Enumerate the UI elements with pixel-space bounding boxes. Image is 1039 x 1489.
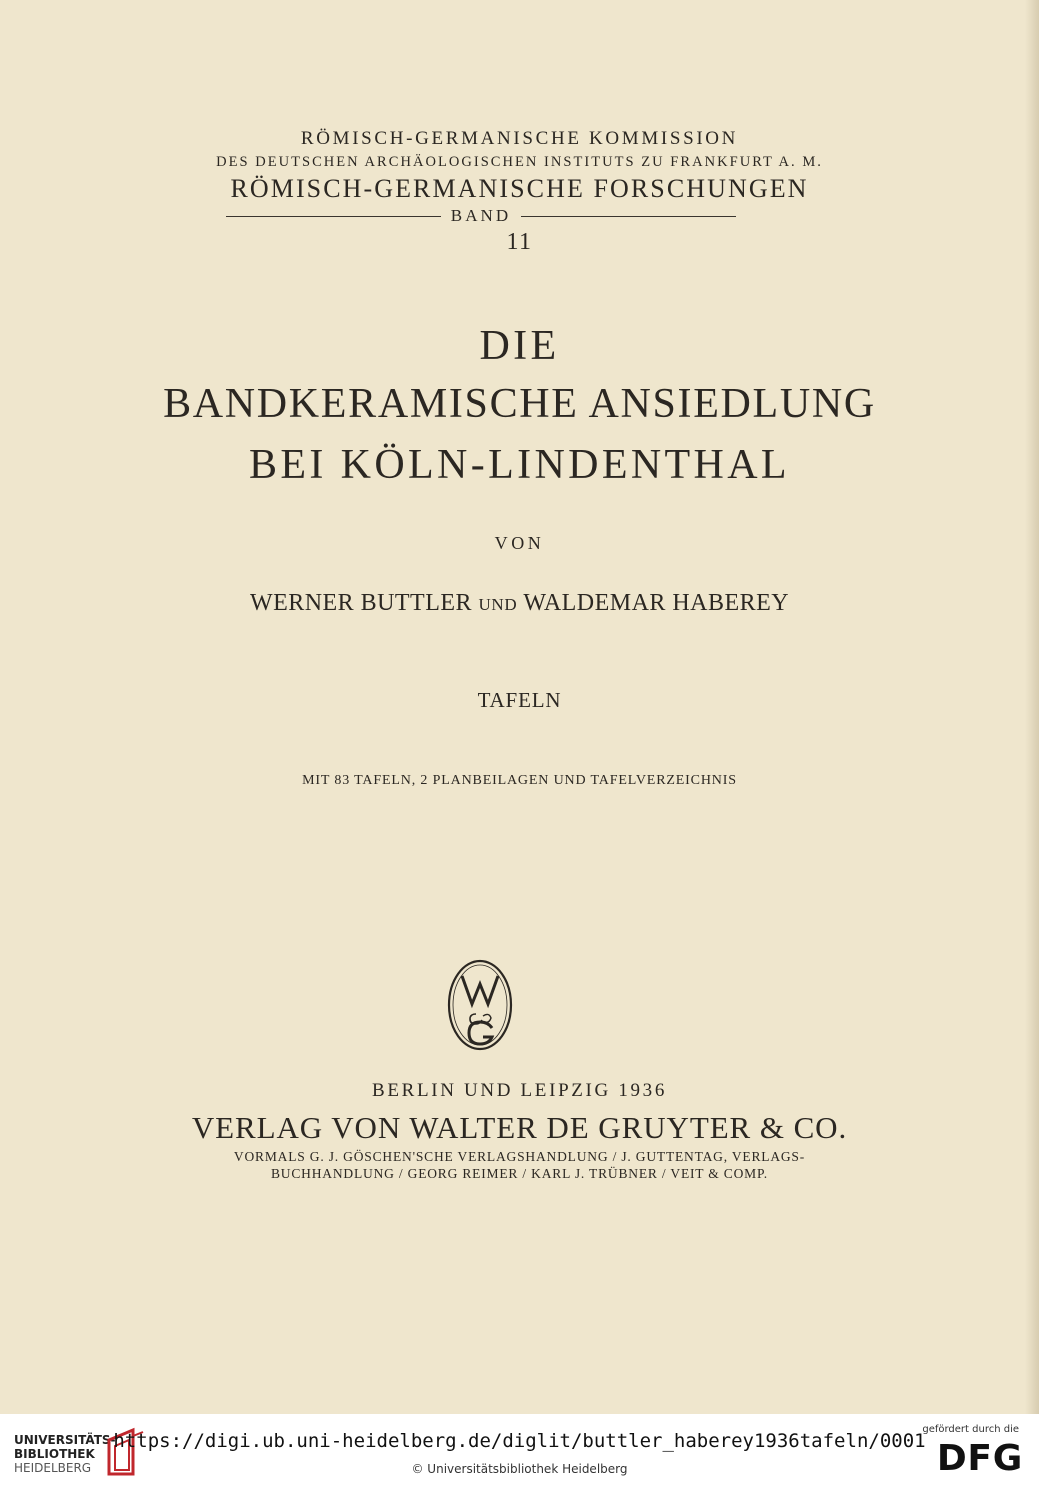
contents-note: MIT 83 TAFELN, 2 PLANBEILAGEN UND TAFELVERZEICHNIS: [302, 773, 737, 788]
title-line-1: DIE: [479, 323, 560, 369]
publisher-name: VERLAG VON WALTER DE GRUYTER & CO.: [191, 1110, 848, 1145]
author-1: WERNER BUTTLER: [249, 590, 472, 616]
title-line-2: BANDKERAMISCHE ANSIEDLUNG: [163, 381, 876, 427]
band-row: [226, 205, 736, 227]
author-conjunction: UND: [478, 595, 518, 614]
funding-label: gefördert durch die: [922, 1424, 1019, 1435]
publisher-former-names-1: VORMALS G. J. GÖSCHEN'SCHE VERLAGSHANDLUNG / J. GUTTENTAG, VERLAGS-: [233, 1149, 806, 1164]
title-line-3: BEI KÖLN-LINDENTHAL: [249, 442, 790, 488]
library-line-3: HEIDELBERG: [14, 1461, 92, 1475]
authors: [0, 590, 1039, 617]
institute-name: DES DEUTSCHEN ARCHÄOLOGISCHEN INSTITUTS ZU FRANKFURT A. M.: [216, 154, 823, 170]
rule-right: [521, 216, 736, 217]
volume-number: 11: [506, 229, 533, 255]
permalink-url[interactable]: https://digi.ub.uni-heidelberg.de/diglit/buttler_haberey1936tafeln/0001: [113, 1430, 926, 1452]
part-label: TAFELN: [477, 688, 562, 712]
rule-left: [226, 216, 441, 217]
library-line-1: UNIVERSITÄTS-: [14, 1433, 116, 1447]
walter-de-gruyter-monogram-icon: [446, 958, 514, 1052]
band-label: BAND: [450, 206, 512, 225]
publisher-former-names-2: BUCHHANDLUNG / GEORG REIMER / KARL J. TRÜBNER / VEIT & COMP.: [270, 1166, 768, 1181]
copyright-notice: © Universitätsbibliothek Heidelberg: [411, 1462, 628, 1476]
viewer-footer: [0, 1414, 1039, 1489]
dfg-logo[interactable]: DFG: [936, 1438, 1023, 1479]
series-title: RÖMISCH-GERMANISCHE FORSCHUNGEN: [230, 174, 809, 203]
byline-von: VON: [494, 533, 545, 553]
library-line-2: BIBLIOTHEK: [14, 1447, 95, 1461]
author-2: WALDEMAR HABEREY: [523, 590, 790, 616]
place-year: BERLIN UND LEIPZIG 1936: [372, 1080, 667, 1101]
commission-name: RÖMISCH-GERMANISCHE KOMMISSION: [300, 128, 739, 149]
